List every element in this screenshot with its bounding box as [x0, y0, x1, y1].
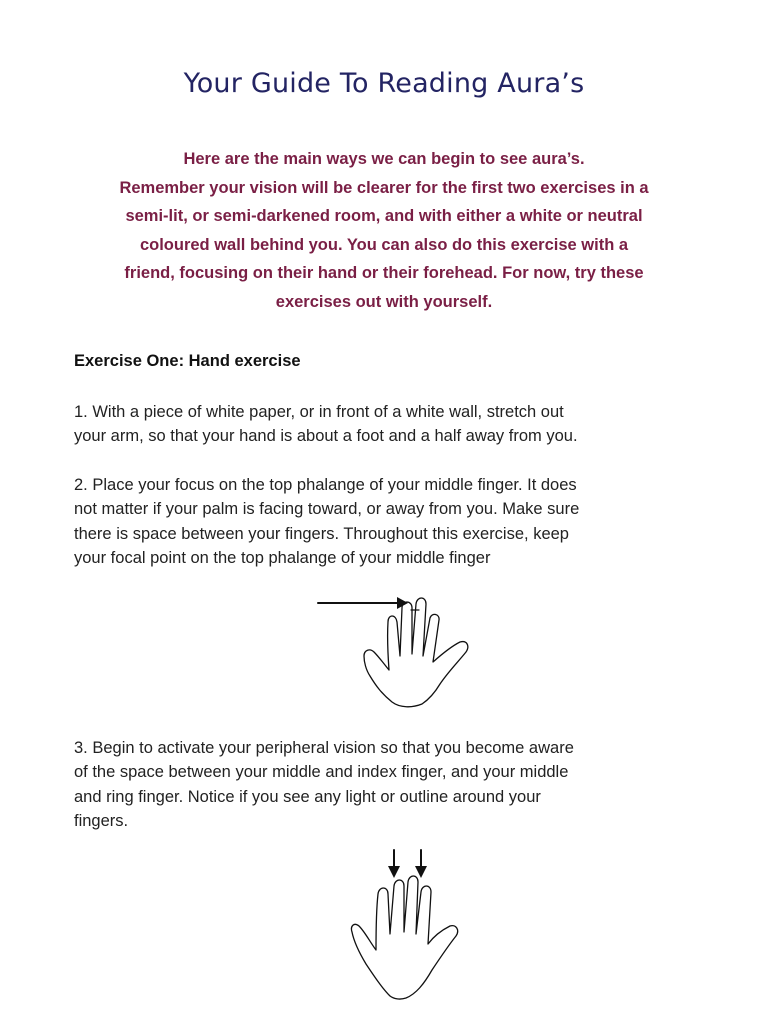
intro-line: semi-lit, or semi-darkened room, and with either a white or neutral	[125, 207, 643, 225]
hand-pointing-arrow-illustration	[312, 590, 472, 715]
arrow-down-icon	[388, 850, 400, 878]
hand-outline-icon	[364, 598, 468, 707]
step-line: not matter if your palm is facing toward, or away from you. Make sure	[74, 500, 580, 519]
step-line: your arm, so that your hand is about a foot and a half away from you.	[74, 427, 578, 446]
step-line: your focal point on the top phalange of your middle finger	[74, 548, 491, 567]
arrow-right-icon	[318, 597, 408, 609]
intro-text	[62, 145, 706, 316]
hand-outline-icon	[351, 876, 457, 999]
step-line: fingers.	[74, 811, 129, 830]
step-line: of the space between your middle and index finger, and your middle	[74, 763, 569, 782]
step-line: 1. With a piece of white paper, or in front of a white wall, stretch out	[74, 403, 564, 421]
step-1-paragraph	[74, 400, 714, 449]
intro-line: Here are the main ways we can begin to see aura’s.	[183, 150, 585, 168]
exercise-heading: Exercise One: Hand exercise	[74, 352, 301, 370]
step-line: there is space between your fingers. Throughout this exercise, keep	[74, 524, 569, 543]
arrow-down-icon	[415, 850, 427, 878]
intro-line: coloured wall behind you. You can also do this exercise with a	[139, 235, 629, 254]
step-3-paragraph	[74, 736, 714, 833]
intro-line: Remember your vision will be clearer for the first two exercises in a	[119, 178, 649, 197]
intro-line: friend, focusing on their hand or their forehead. For now, try these	[124, 264, 644, 282]
step-2-paragraph	[74, 473, 714, 570]
step-line: 3. Begin to activate your peripheral vision so that you become aware	[74, 739, 574, 757]
hand-down-arrows-illustration	[348, 846, 468, 1001]
page-title: Your Guide To Reading Aura’s	[183, 68, 585, 99]
step-line: and ring finger. Notice if you see any light or outline around your	[74, 787, 541, 806]
step-line: 2. Place your focus on the top phalange of your middle finger. It does	[74, 476, 577, 494]
intro-line: exercises out with yourself.	[275, 292, 493, 311]
